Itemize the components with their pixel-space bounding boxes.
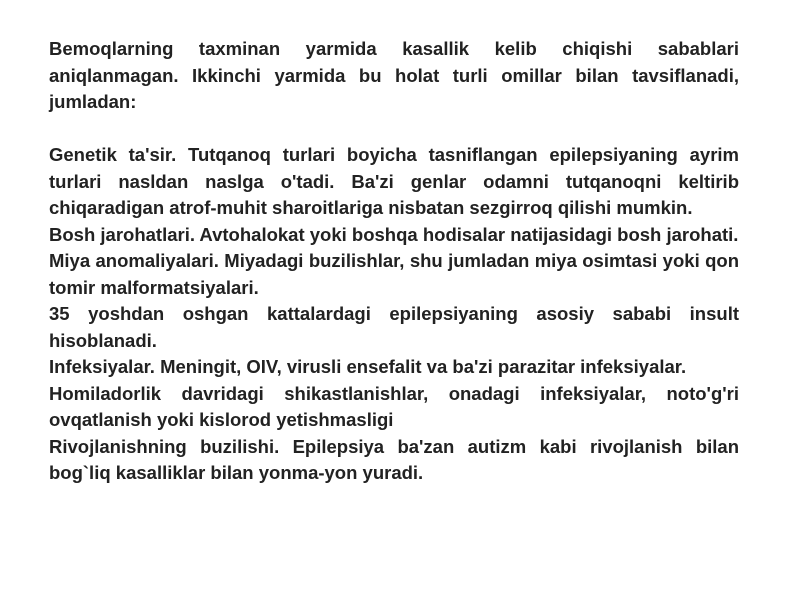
paragraph-spacer [49,116,739,143]
paragraph-stroke: 35 yoshdan oshgan kattalardagi epilepsiyaning asosiy sababi insult hisoblanadi. [49,303,739,351]
paragraph-prenatal-injury: Homiladorlik davridagi shikastlanishlar, onadagi infeksiyalar, noto'g'ri ovqatlanish yoki kislorod yetishmasligi [49,382,739,430]
paragraph-developmental-disorders: Rivojlanishning buzilishi. Epilepsiya ba'zan autizm kabi rivojlanish bilan bog`liq kasalliklar bilan yonma-yon yuradi. [49,435,739,483]
paragraph-head-injuries: Bosh jarohatlari. Avtohalokat yoki boshqa hodisalar natijasidagi bosh jarohati. [49,223,739,245]
intro-paragraph: Bemoqlarning taxminan yarmida kasallik kelib chiqishi sabablari aniqlanmagan. Ikkinchi yarmida bu holat turli omillar bilan tavsiflanadi, jumladan: [49,38,739,112]
paragraph-brain-anomalies: Miya anomaliyalari. Miyadagi buzilishlar, shu jumladan miya osimtasi yoki qon tomir malformatsiyalari. [49,250,739,298]
paragraph-infections: Infeksiyalar. Meningit, OIV, virusli ensefalit va ba'zi parazitar infeksiyalar. [49,356,687,377]
document-body [49,36,739,487]
paragraph-genetic-influence: Genetik ta'sir. Tutqanoq turlari boyicha tasniflangan epilepsiyaning ayrim turlari nasldan naslga o'tadi. Ba'zi genlar odamni tutqanoqni keltirib chiqaradigan atrof-muhit sharoitlariga nisbatan sezgirroq qilishi mumkin. [49,144,739,218]
